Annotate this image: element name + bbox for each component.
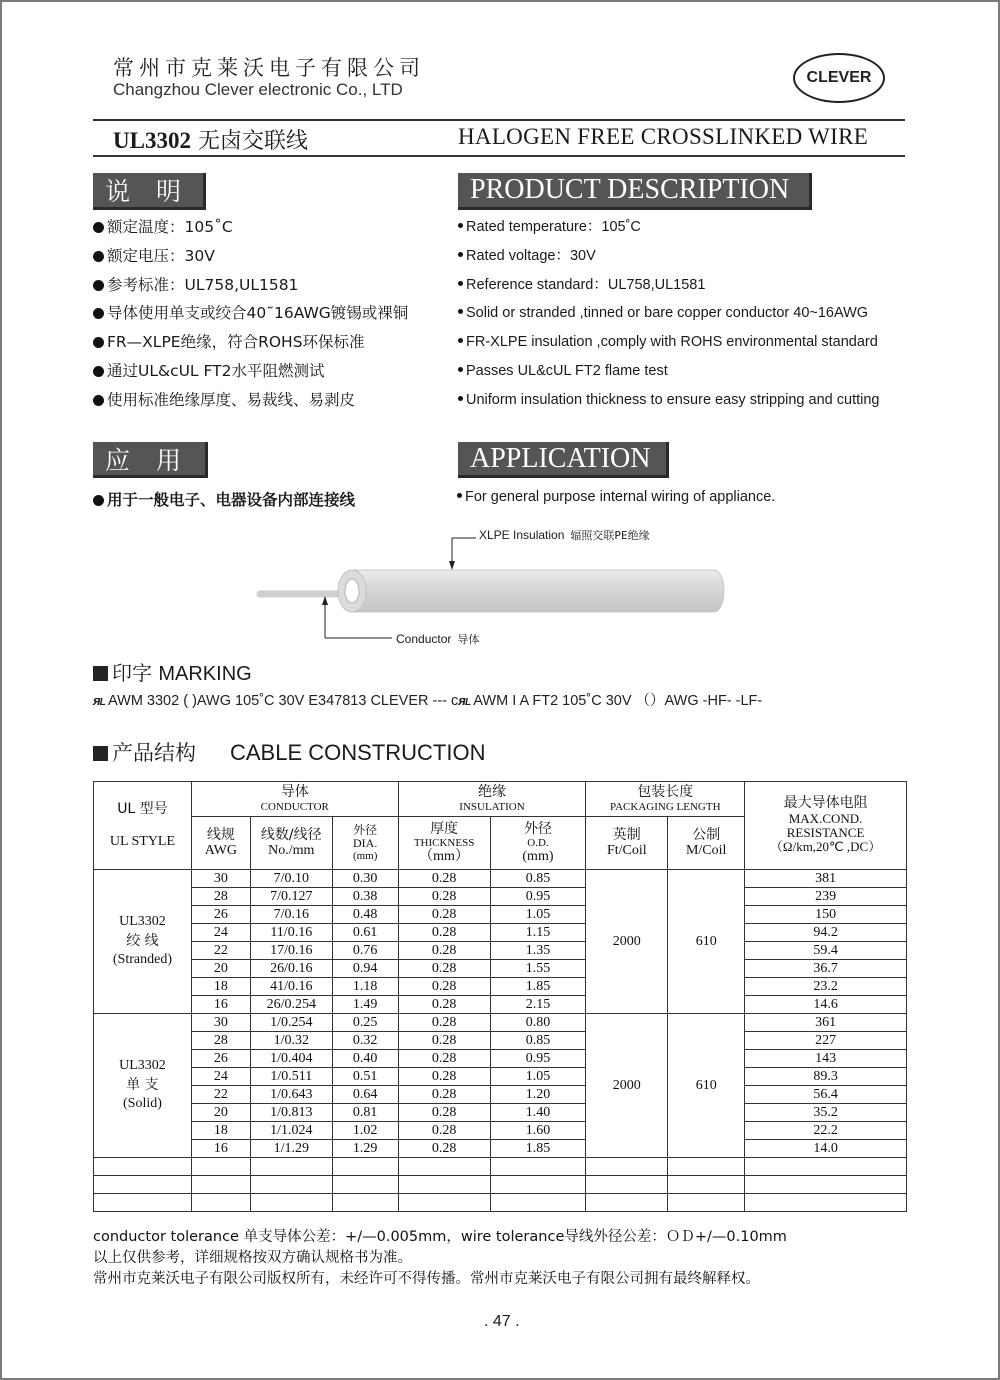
awg-cell: 20 xyxy=(191,1104,250,1122)
thickness-cell: 0.28 xyxy=(398,1122,490,1140)
empty-cell xyxy=(332,1194,398,1212)
square-bullet-icon xyxy=(93,666,108,681)
empty-cell xyxy=(398,1194,490,1212)
od-header: 外径 O.D. (mm) xyxy=(490,817,586,870)
thickness-cell: 0.28 xyxy=(398,1050,490,1068)
strand-cell: 7/0.16 xyxy=(250,906,332,924)
empty-cell xyxy=(490,1176,586,1194)
table-row xyxy=(94,1032,907,1050)
thickness-cell: 0.28 xyxy=(398,1140,490,1158)
empty-cell xyxy=(668,1158,745,1176)
thickness-cell: 0.28 xyxy=(398,1032,490,1050)
empty-cell xyxy=(668,1194,745,1212)
title-rule-bottom xyxy=(93,155,905,157)
awg-cell: 20 xyxy=(191,960,250,978)
awg-cell: 26 xyxy=(191,1050,250,1068)
table-row xyxy=(94,924,907,942)
list-item: FR—XLPE绝缘，符合ROHS环保标准 xyxy=(93,328,408,357)
awg-cell: 22 xyxy=(191,942,250,960)
resistance-cell: 22.2 xyxy=(745,1122,907,1140)
awg-cell: 24 xyxy=(191,924,250,942)
empty-cell xyxy=(250,1194,332,1212)
resistance-cell: 14.6 xyxy=(745,996,907,1014)
awg-cell: 26 xyxy=(191,906,250,924)
resistance-cell: 94.2 xyxy=(745,924,907,942)
resistance-cell: 150 xyxy=(745,906,907,924)
cable-construction-table xyxy=(93,781,907,1212)
list-item: Rated voltage：30V xyxy=(458,242,879,271)
od-cell: 0.95 xyxy=(490,1050,586,1068)
table-row xyxy=(94,1068,907,1086)
dia-cell: 1.29 xyxy=(332,1140,398,1158)
bullet-icon xyxy=(93,337,104,348)
table-row xyxy=(94,996,907,1014)
empty-cell xyxy=(191,1176,250,1194)
thickness-cell: 0.28 xyxy=(398,942,490,960)
table-body xyxy=(94,870,907,1212)
thickness-cell: 0.28 xyxy=(398,978,490,996)
strand-cell: 1/0.813 xyxy=(250,1104,332,1122)
description-heading-cn: 说明 xyxy=(93,173,206,210)
list-item: Rated temperature：105˚C xyxy=(458,213,879,242)
list-item: 通过UL&cUL FT2水平阻燃测试 xyxy=(93,357,408,386)
thickness-cell: 0.28 xyxy=(398,888,490,906)
ul-style-cell: UL3302 绞 线 (Stranded) xyxy=(94,870,192,1014)
resistance-cell: 239 xyxy=(745,888,907,906)
empty-cell xyxy=(398,1176,490,1194)
list-item: Uniform insulation thickness to ensure easy stripping and cutting xyxy=(458,386,879,415)
strand-cell: 11/0.16 xyxy=(250,924,332,942)
dia-cell: 1.18 xyxy=(332,978,398,996)
dia-cell: 0.51 xyxy=(332,1068,398,1086)
empty-cell xyxy=(332,1176,398,1194)
table-row xyxy=(94,870,907,888)
od-cell: 1.85 xyxy=(490,1140,586,1158)
dia-cell: 0.64 xyxy=(332,1086,398,1104)
bullet-icon xyxy=(457,493,462,498)
dia-header: 外径 DIA. (mm) xyxy=(332,817,398,870)
thickness-cell: 0.28 xyxy=(398,924,490,942)
dia-cell: 0.94 xyxy=(332,960,398,978)
tolerance-note: conductor tolerance 单支导体公差：+/—0.005mm，wire tolerance导线外径公差：ＯＤ+/—0.10mm xyxy=(93,1229,787,1245)
thickness-cell: 0.28 xyxy=(398,906,490,924)
bullet-icon xyxy=(458,223,463,228)
insulation-arrow-icon xyxy=(449,561,455,570)
strand-header: 线数/线径 No./mm xyxy=(250,817,332,870)
strand-cell: 7/0.10 xyxy=(250,870,332,888)
table-row xyxy=(94,1050,907,1068)
strand-cell: 1/0.32 xyxy=(250,1032,332,1050)
title-rule-top xyxy=(93,119,905,121)
list-item: FR-XLPE insulation ,comply with ROHS environmental standard xyxy=(458,328,879,357)
table-row xyxy=(94,1140,907,1158)
strand-cell: 1/1.024 xyxy=(250,1122,332,1140)
strand-cell: 1/0.254 xyxy=(250,1014,332,1032)
od-cell: 1.40 xyxy=(490,1104,586,1122)
awg-cell: 24 xyxy=(191,1068,250,1086)
resistance-cell: 227 xyxy=(745,1032,907,1050)
table-row xyxy=(94,942,907,960)
thickness-cell: 0.28 xyxy=(398,1014,490,1032)
empty-cell xyxy=(745,1158,907,1176)
resistance-cell: 59.4 xyxy=(745,942,907,960)
empty-cell xyxy=(586,1194,668,1212)
awg-cell: 28 xyxy=(191,888,250,906)
page-number: . 47 . xyxy=(484,1313,520,1330)
empty-cell xyxy=(94,1194,192,1212)
bullet-icon xyxy=(458,367,463,372)
empty-cell xyxy=(745,1176,907,1194)
ft-coil-cell: 2000 xyxy=(586,870,668,1014)
od-cell: 1.60 xyxy=(490,1122,586,1140)
model-number: UL3302 xyxy=(113,128,191,153)
ul-style-cell: UL3302 单 支 (Solid) xyxy=(94,1014,192,1158)
cul-logo-icon: ᴙL xyxy=(458,693,471,708)
thickness-cell: 0.28 xyxy=(398,960,490,978)
od-cell: 1.85 xyxy=(490,978,586,996)
description-heading-en: PRODUCT DESCRIPTION xyxy=(458,173,812,210)
m-coil-header: 公制 M/Coil xyxy=(668,817,745,870)
strand-cell: 26/0.254 xyxy=(250,996,332,1014)
description-list-en xyxy=(458,213,879,415)
bullet-icon xyxy=(93,308,104,319)
awg-cell: 16 xyxy=(191,996,250,1014)
dia-cell: 0.25 xyxy=(332,1014,398,1032)
insulation-header: 绝缘 INSULATION xyxy=(398,782,586,817)
empty-cell xyxy=(490,1158,586,1176)
ft-coil-header: 英制 Ft/Coil xyxy=(586,817,668,870)
od-cell: 1.35 xyxy=(490,942,586,960)
awg-cell: 18 xyxy=(191,1122,250,1140)
awg-header: 线规 AWG xyxy=(191,817,250,870)
od-cell: 1.15 xyxy=(490,924,586,942)
thickness-cell: 0.28 xyxy=(398,996,490,1014)
dia-cell: 0.48 xyxy=(332,906,398,924)
dia-cell: 1.02 xyxy=(332,1122,398,1140)
bullet-icon xyxy=(93,280,104,291)
dia-cell: 0.81 xyxy=(332,1104,398,1122)
list-item: Solid or stranded ,tinned or bare copper conductor 40~16AWG xyxy=(458,299,879,328)
table-row xyxy=(94,1104,907,1122)
awg-cell: 18 xyxy=(191,978,250,996)
resistance-cell: 143 xyxy=(745,1050,907,1068)
od-cell: 0.80 xyxy=(490,1014,586,1032)
od-cell: 0.95 xyxy=(490,888,586,906)
list-item: 使用标准绝缘厚度、易裁线、易剥皮 xyxy=(93,386,408,415)
conductor-end-face xyxy=(345,579,359,603)
od-cell: 1.05 xyxy=(490,1068,586,1086)
resistance-cell: 56.4 xyxy=(745,1086,907,1104)
strand-cell: 1/1.29 xyxy=(250,1140,332,1158)
strand-cell: 1/0.404 xyxy=(250,1050,332,1068)
list-item: Passes UL&cUL FT2 flame test xyxy=(458,357,879,386)
thickness-cell: 0.28 xyxy=(398,870,490,888)
table-row xyxy=(94,978,907,996)
clever-logo xyxy=(793,53,885,103)
dia-cell: 0.30 xyxy=(332,870,398,888)
awg-cell: 30 xyxy=(191,1014,250,1032)
bullet-icon xyxy=(458,281,463,286)
logo-text: CLEVER xyxy=(806,69,872,86)
bullet-icon xyxy=(458,309,463,314)
resistance-cell: 35.2 xyxy=(745,1104,907,1122)
dia-cell: 0.32 xyxy=(332,1032,398,1050)
awg-cell: 22 xyxy=(191,1086,250,1104)
empty-cell xyxy=(745,1194,907,1212)
conductor-header: 导体 CONDUCTOR xyxy=(191,782,398,817)
od-cell: 0.85 xyxy=(490,870,586,888)
strand-cell: 41/0.16 xyxy=(250,978,332,996)
strand-cell: 17/0.16 xyxy=(250,942,332,960)
empty-table-row xyxy=(94,1194,907,1212)
awg-cell: 28 xyxy=(191,1032,250,1050)
application-text-cn: 用于一般电子、电器设备内部连接线 xyxy=(93,488,355,510)
reference-note: 以上仅供参考，详细规格按双方确认规格书为准。 xyxy=(93,1250,412,1266)
bullet-icon xyxy=(458,338,463,343)
awg-cell: 30 xyxy=(191,870,250,888)
conductor-label: Conductor 导体 xyxy=(396,632,480,646)
square-bullet-icon xyxy=(93,746,108,761)
thickness-cell: 0.28 xyxy=(398,1104,490,1122)
resistance-header: 最大导体电阻 MAX.COND. RESISTANCE （Ω/km,20℃ ,DC） xyxy=(745,782,907,870)
m-coil-cell: 610 xyxy=(668,1014,745,1158)
ul-logo-icon: ᴙL xyxy=(93,693,105,708)
empty-cell xyxy=(94,1176,192,1194)
strand-cell: 26/0.16 xyxy=(250,960,332,978)
thickness-cell: 0.28 xyxy=(398,1068,490,1086)
table-row xyxy=(94,1086,907,1104)
table-row xyxy=(94,1122,907,1140)
bullet-icon xyxy=(93,366,104,377)
table-row xyxy=(94,1014,907,1032)
strand-cell: 1/0.511 xyxy=(250,1068,332,1086)
table-row xyxy=(94,960,907,978)
resistance-cell: 14.0 xyxy=(745,1140,907,1158)
od-cell: 2.15 xyxy=(490,996,586,1014)
awg-cell: 16 xyxy=(191,1140,250,1158)
strand-cell: 1/0.643 xyxy=(250,1086,332,1104)
bullet-icon xyxy=(93,495,104,506)
thickness-cell: 0.28 xyxy=(398,1086,490,1104)
empty-table-row xyxy=(94,1176,907,1194)
resistance-cell: 361 xyxy=(745,1014,907,1032)
application-text-en: For general purpose internal wiring of appliance. xyxy=(457,489,775,505)
empty-cell xyxy=(191,1158,250,1176)
list-item: 额定温度：105˚C xyxy=(93,213,408,242)
insulation-jacket xyxy=(352,570,724,612)
resistance-cell: 36.7 xyxy=(745,960,907,978)
empty-cell xyxy=(490,1194,586,1212)
empty-cell xyxy=(398,1158,490,1176)
empty-table-row xyxy=(94,1158,907,1176)
od-cell: 0.85 xyxy=(490,1032,586,1050)
empty-cell xyxy=(668,1176,745,1194)
resistance-cell: 381 xyxy=(745,870,907,888)
application-heading-cn: 应用 xyxy=(93,442,208,478)
list-item: 参考标准：UL758,UL1581 xyxy=(93,271,408,300)
product-title-cn xyxy=(113,124,308,155)
list-item: 导体使用单支或绞合40˜16AWG镀锡或裸铜 xyxy=(93,299,408,328)
strand-cell: 7/0.127 xyxy=(250,888,332,906)
thickness-header: 厚度 THICKNESS （mm） xyxy=(398,817,490,870)
bullet-icon xyxy=(93,395,104,406)
bullet-icon xyxy=(93,251,104,262)
list-item: Reference standard：UL758,UL1581 xyxy=(458,271,879,300)
bullet-icon xyxy=(458,396,463,401)
company-name-cn: 常州市克莱沃电子有限公司 xyxy=(113,56,425,80)
copyright-note: 常州市克莱沃电子有限公司版权所有，未经许可不得传播。常州市克莱沃电子有限公司拥有最终解释权。 xyxy=(93,1271,760,1287)
dia-cell: 0.38 xyxy=(332,888,398,906)
resistance-cell: 23.2 xyxy=(745,978,907,996)
marking-heading: 印字 MARKING xyxy=(93,657,252,686)
bullet-icon xyxy=(458,252,463,257)
empty-cell xyxy=(94,1158,192,1176)
ft-coil-cell: 2000 xyxy=(586,1014,668,1158)
empty-cell xyxy=(586,1176,668,1194)
dia-cell: 0.40 xyxy=(332,1050,398,1068)
od-cell: 1.20 xyxy=(490,1086,586,1104)
cable-construction-heading: 产品结构 CABLE CONSTRUCTION xyxy=(93,737,485,767)
empty-cell xyxy=(250,1158,332,1176)
m-coil-cell: 610 xyxy=(668,870,745,1014)
od-cell: 1.55 xyxy=(490,960,586,978)
table-row xyxy=(94,888,907,906)
application-heading-en: APPLICATION xyxy=(458,442,669,478)
empty-cell xyxy=(586,1158,668,1176)
list-item: 额定电压：30V xyxy=(93,242,408,271)
dia-cell: 0.61 xyxy=(332,924,398,942)
bullet-icon xyxy=(93,222,104,233)
ul-style-header: UL 型号 UL STYLE xyxy=(94,782,192,870)
marking-text: ᴙL AWM 3302 ( )AWG 105˚C 30V E347813 CLEVER --- cᴙL AWM I A FT2 105˚C 30V （）AWG -HF- -LF- xyxy=(93,693,763,709)
product-title-en: HALOGEN FREE CROSSLINKED WIRE xyxy=(458,124,869,149)
description-list-cn xyxy=(93,213,408,415)
resistance-cell: 89.3 xyxy=(745,1068,907,1086)
company-name-en: Changzhou Clever electronic Co., LTD xyxy=(113,80,403,99)
empty-cell xyxy=(191,1194,250,1212)
empty-cell xyxy=(332,1158,398,1176)
product-name-cn: 无卤交联线 xyxy=(197,129,308,154)
dia-cell: 0.76 xyxy=(332,942,398,960)
empty-cell xyxy=(250,1176,332,1194)
packaging-header: 包装长度 PACKAGING LENGTH xyxy=(586,782,745,817)
od-cell: 1.05 xyxy=(490,906,586,924)
insulation-label: XLPE Insulation 辐照交联PE绝缘 xyxy=(479,528,650,542)
dia-cell: 1.49 xyxy=(332,996,398,1014)
table-row xyxy=(94,906,907,924)
